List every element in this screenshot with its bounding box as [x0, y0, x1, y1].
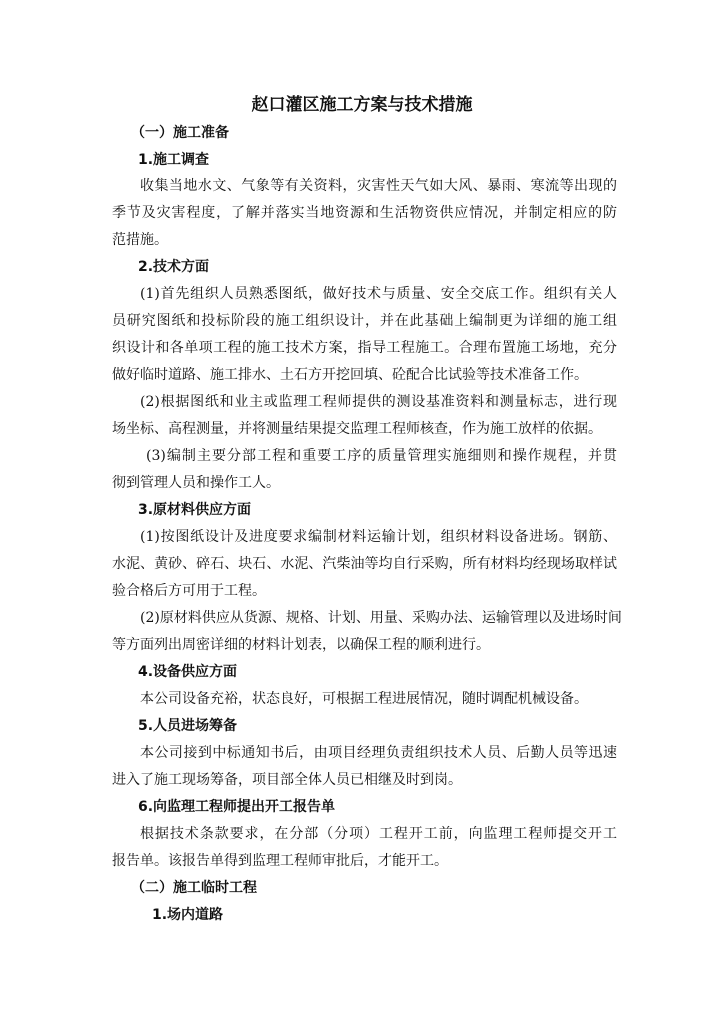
paragraph-line: 织设计和各单项工程的施工技术方案，指导工程施工。合理布置施工场地，充分	[112, 340, 617, 356]
paragraph-line: (1)首先组织人员熟悉图纸，做好技术与质量、安全交底工作。组织有关人	[140, 286, 617, 302]
paragraph-line: (2)根据图纸和业主或监理工程师提供的测设基准资料和测量标志，进行现	[140, 394, 617, 410]
paragraph-line: 做好临时道路、施工排水、土石方开挖回填、砼配合比试验等技术准备工作。	[112, 367, 588, 383]
paragraph-line: 范措施。	[112, 232, 168, 248]
section-heading-preparation: （一）施工准备	[131, 125, 229, 141]
paragraph-line: 进入了施工现场筹备，项目部全体人员已相继及时到岗。	[112, 772, 462, 788]
subheading-materials: 3.原材料供应方面	[138, 502, 252, 518]
paragraph-line: 本公司设备充裕，状态良好，可根据工程进展情况，随时调配机械设备。	[140, 691, 588, 707]
paragraph-line: (1)按图纸设计及进度要求编制材料运输计划，组织材料设备进场。钢筋、	[140, 529, 617, 545]
subheading-site-roads: 1.场内道路	[152, 907, 224, 923]
paragraph-line: (3)编制主要分部工程和重要工序的质量管理实施细则和操作规程，并贯	[146, 448, 617, 464]
paragraph-line: 报告单。该报告单得到监理工程师审批后，才能开工。	[112, 853, 448, 869]
subheading-technical: 2.技术方面	[138, 259, 210, 275]
paragraph-line: 场坐标、高程测量，并将测量结果提交监理工程师核查，作为施工放样的依据。	[112, 421, 602, 437]
paragraph-line: 彻到管理人员和操作工人。	[112, 475, 280, 491]
paragraph-line: 本公司接到中标通知书后，由项目经理负责组织技术人员、后勤人员等迅速	[140, 745, 617, 761]
paragraph-line: 员研究图纸和投标阶段的施工组织设计，并在此基础上编制更为详细的施工组	[112, 313, 617, 329]
document-title: 赵口灌区施工方案与技术措施	[251, 95, 473, 115]
paragraph-line: (2)原材料供应从货源、规格、计划、用量、采购办法、运输管理以及进场时间	[140, 610, 622, 626]
subheading-equipment: 4.设备供应方面	[138, 664, 238, 680]
paragraph-line: 水泥、黄砂、碎石、块石、水泥、汽柴油等均自行采购，所有材料均经现场取样试	[112, 556, 617, 572]
paragraph-line: 等方面列出周密详细的材料计划表，以确保工程的顺利进行。	[112, 637, 490, 653]
paragraph-line: 收集当地水文、气象等有关资料，灾害性天气如大风、暴雨、寒流等出现的	[140, 178, 617, 194]
paragraph-line: 根据技术条款要求，在分部（分项）工程开工前，向监理工程师提交开工	[140, 826, 617, 842]
subheading-start-report: 6.向监理工程师提出开工报告单	[138, 799, 336, 815]
subheading-construction-survey: 1.施工调查	[138, 152, 210, 168]
subheading-personnel: 5.人员进场筹备	[138, 718, 238, 734]
paragraph-line: 季节及灾害程度，了解并落实当地资源和生活物资供应情况，并制定相应的防	[112, 205, 617, 221]
section-heading-temporary-works: （二）施工临时工程	[131, 880, 257, 896]
paragraph-line: 验合格后方可用于工程。	[112, 583, 266, 599]
